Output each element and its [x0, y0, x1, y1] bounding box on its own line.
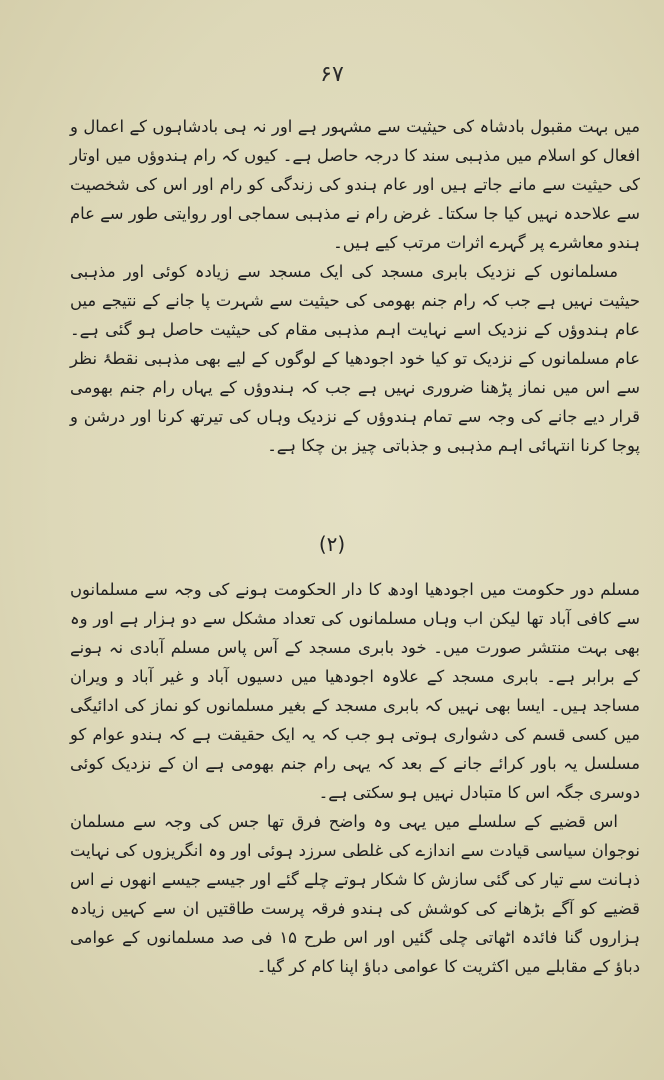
- section-two-body: [70, 575, 640, 981]
- page-number: ۶۷: [320, 62, 344, 87]
- section-one-body: [70, 112, 640, 460]
- paragraph: مسلمانوں کے نزدیک بابری مسجد کی ایک مسجد سے زیادہ کوئی اور مذہبی حیثیت نہیں ہے جب کہ رام جنم بھومی کی حیثیت سے شہرت پا جانے کے نتیجے میں عام ہندوؤں کے نزدیک اسے نہایت اہم مذہبی مقام کی حیثیت حاصل ہو گئی ہے۔ عام مسلمانوں کے نزدیک تو کیا خود اجودھیا کے لوگوں کے لیے بھی مذہبی نقطۂ نظر سے اس میں نماز پڑھنا ضروری نہیں ہے جب کہ ہندوؤں کے یہاں رام جنم بھومی قرار دیے جانے کی وجہ سے تمام ہندوؤں کے نزدیک وہاں کی تیرتھ کرنا اور درشن و پوجا کرنا انتہائی اہم مذہبی و جذباتی چیز بن چکا ہے۔: [70, 262, 640, 455]
- paragraph: میں بہت مقبول بادشاہ کی حیثیت سے مشہور ہے اور نہ ہی بادشاہوں کے اعمال و افعال کو اسلام میں مذہبی سند کا درجہ حاصل ہے۔ کیوں کہ رام ہندوؤں میں اوتار کی حیثیت سے مانے جاتے ہیں اور عام ہندو کی زندگی کو رام اور اس کی شخصیت سے علاحدہ نہیں کیا جا سکتا۔ غرض رام نے مذہبی سماجی اور روایتی طور سے عام ہندو معاشرے پر گہرے اثرات مرتب کیے ہیں۔: [70, 117, 640, 252]
- section-heading: (۲): [318, 532, 346, 556]
- paragraph: اس قضیے کے سلسلے میں یہی وہ واضح فرق تھا جس کی وجہ سے مسلمان نوجوان سیاسی قیادت سے اندازے کی غلطی سرزد ہوئی اور وہ انگریزوں کی نہایت ذہانت سے تیار کی گئی سازش کا شکار ہوتے چلے گئے اور جیسے جیسے انھوں نے اس قضیے کو آگے بڑھانے کی کوشش کی ہندو فرقہ پرست طاقتیں ان سے کہیں زیادہ ہزاروں گنا فائدہ اٹھاتی چلی گئیں اور اس طرح ۱۵ فی صد مسلمانوں کے عوامی دباؤ کے مقابلے میں اکثریت کا عوامی دباؤ اپنا کام کر گیا۔: [70, 812, 640, 976]
- paragraph: مسلم دور حکومت میں اجودھیا اودھ کا دار الحکومت ہونے کی وجہ سے مسلمانوں سے کافی آباد تھا لیکن اب وہاں مسلمانوں کی تعداد مشکل سے دو ہزار ہے اور وہ بھی بہت منتشر صورت میں۔ خود بابری مسجد کے آس پاس مسلم آبادی نہ ہونے کے برابر ہے۔ بابری مسجد کے علاوہ اجودھیا میں دسیوں آباد و غیر آباد و ویران مساجد ہیں۔ ایسا بھی نہیں کہ بابری مسجد کے بغیر مسلمانوں کو نماز کی ادائیگی میں کسی قسم کی دشواری ہوتی ہو جب کہ یہ ایک حقیقت ہے کہ ہندو عوام کو مسلسل یہ باور کرائے جانے کے بعد کہ یہی رام جنم بھومی ہے ان کے نزدیک کوئی دوسری جگہ اس کا متبادل نہیں ہو سکتی ہے۔: [70, 580, 640, 802]
